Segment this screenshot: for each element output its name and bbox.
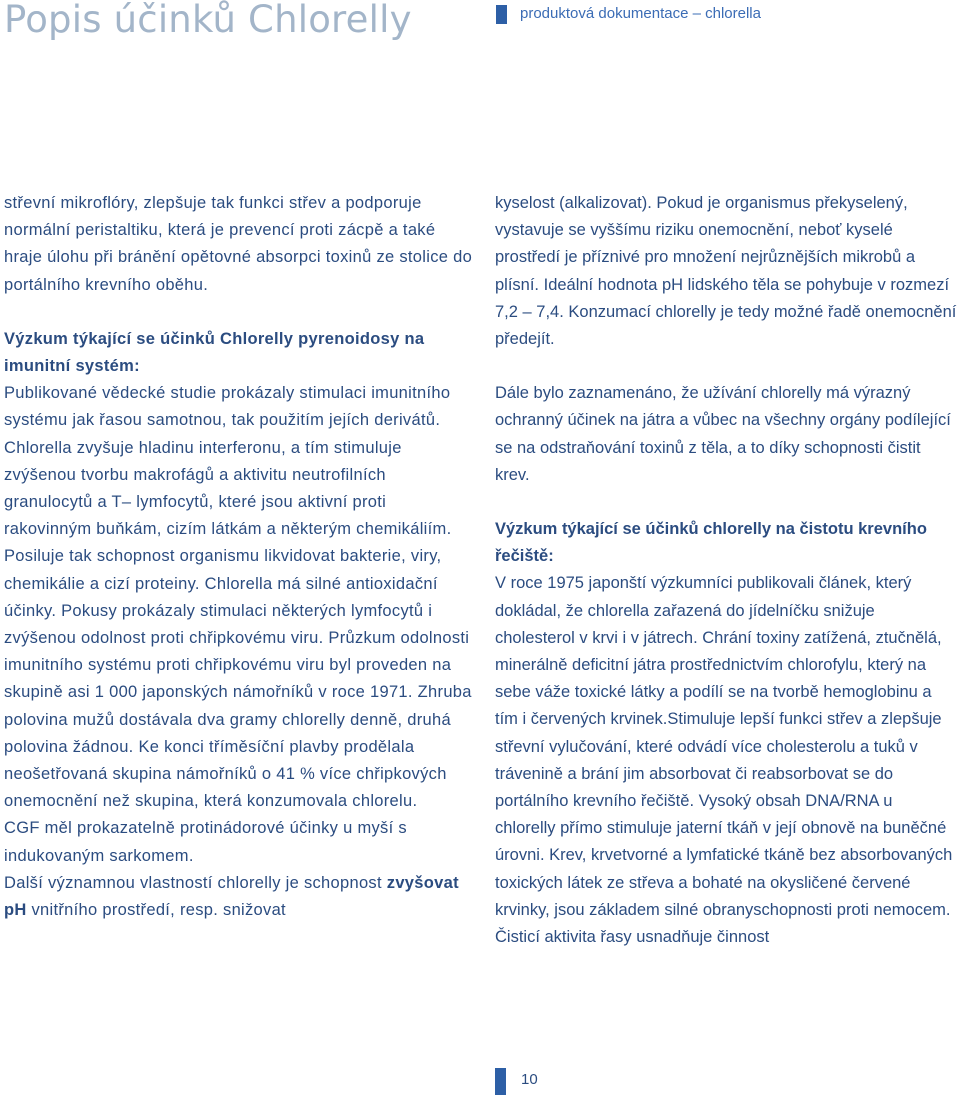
ph-bold-text: zvyšovat pH bbox=[4, 873, 459, 920]
right-column bbox=[495, 190, 957, 951]
header-accent-bar bbox=[496, 5, 507, 24]
left-paragraph-3: CGF měl prokazatelně protinádorové účinky u myší s indukovaným sarkomem. bbox=[4, 819, 407, 865]
left-paragraph-4 bbox=[4, 870, 474, 924]
header-accent-bar-fill bbox=[496, 5, 507, 24]
ph-text-end: vnitřního prostředí, resp. snižovat bbox=[31, 901, 286, 920]
right-paragraph-1: kyselost (alkalizovat). Pokud je organismus překyselený, vystavuje se vyššímu riziku onemocnění, neboť kyselé prostředí je příznivé pro množení nejrůznějších mikrobů a plísní. Ideální hodnota pH lidského těla se pohybuje v rozmezí 7,2 – 7,4. Konzumací chlorelly je tedy možné řadě onemocnění předejít. bbox=[495, 194, 957, 349]
left-paragraph-2: Publikované vědecké studie prokázaly stimulaci imunitního systému jak řasou samotnou, tak použitím jejích derivátů. Chlorella zvyšuje hladinu interferonu, a tím stimuluje zvýšenou tvorbu makrofágů a aktivitu neutrofilních granulocytů a T– lymfocytů, které jsou aktivní proti rakovinným buňkám, cizím látkám a některým chemikáliím. Posiluje tak schopnost organismu likvidovat bakterie, viry, chemikálie a cizí proteiny. Chlorella má silné antioxidační účinky. Pokusy prokázaly stimulaci některých lymfocytů i zvýšenou odolnost proti chřipkovému viru. Průzkum odolnosti imunitního systému proti chřipkovému viru byl proveden na skupině asi 1 000 japonských námořníků v roce 1971. Zhruba polovina mužů dostávala dva gramy chlorelly denně, druhá polovina žádnou. Ke konci tříměsíční plavby prodělala neošetřovaná skupina námořníků o 41 % více chřipkových onemocnění než skupina, která konzumovala chlorelu. bbox=[4, 384, 472, 811]
page-number: 10 bbox=[521, 1071, 538, 1088]
blood-research-heading: Výzkum týkající se účinků chlorelly na čistotu krevního řečiště: bbox=[495, 520, 927, 566]
left-column bbox=[4, 190, 474, 924]
immune-research-heading: Výzkum týkající se účinků Chlorelly pyrenoidosy na imunitní systém: bbox=[4, 329, 425, 376]
left-paragraph-1: střevní mikroflóry, zlepšuje tak funkci střev a podporuje normální peristaltiku, která je prevencí proti zácpě a také hraje úlohu při bránění opětovné absorpci toxinů ze stolice do portálního krevního oběhu. bbox=[4, 194, 473, 294]
right-paragraph-2: Dále bylo zaznamenáno, že užívání chlorelly má výrazný ochranný účinek na játra a vůbec na všechny orgány podílející se na odstraňování toxinů z těla, a to díky schopnosti čistit krev. bbox=[495, 384, 951, 484]
page-title: Popis účinků Chlorelly bbox=[4, 0, 412, 41]
ph-text-start: Další významnou vlastností chlorelly je schopnost bbox=[4, 873, 382, 892]
header-label: produktová dokumentace – chlorella bbox=[520, 5, 761, 22]
right-paragraph-3: V roce 1975 japonští výzkumníci publikovali článek, který dokládal, že chlorella zařazená do jídelníčku snižuje cholesterol v krvi i v játrech. Chrání toxiny zatížená, ztučnělá, minerálně deficitní játra prostřednictvím chlorofylu, který na sebe váže toxické látky a podílí se na tvorbě hemoglobinu a tím i červených krvinek.Stimuluje lepší funkci střev a zlepšuje střevní vylučování, které odvádí více cholesterolu a tuků v trávenině a brání jim absorbovat či reabsorbovat se do portálního krevního řečiště. Vysoký obsah DNA/RNA u chlorelly přímo stimuluje jaterní tkáň v její obnově na buněčné úrovni. Krev, krvetvorné a lymfatické tkáně bez absorbovaných toxických látek ze střeva a bohaté na okysličené červené krvinky, jsou základem silné obranyschopnosti proti nemocem. Čisticí aktivita řasy usnadňuje činnost bbox=[495, 574, 953, 947]
page-number-accent-bar bbox=[495, 1068, 506, 1095]
page-number-accent-fill bbox=[495, 1068, 506, 1095]
